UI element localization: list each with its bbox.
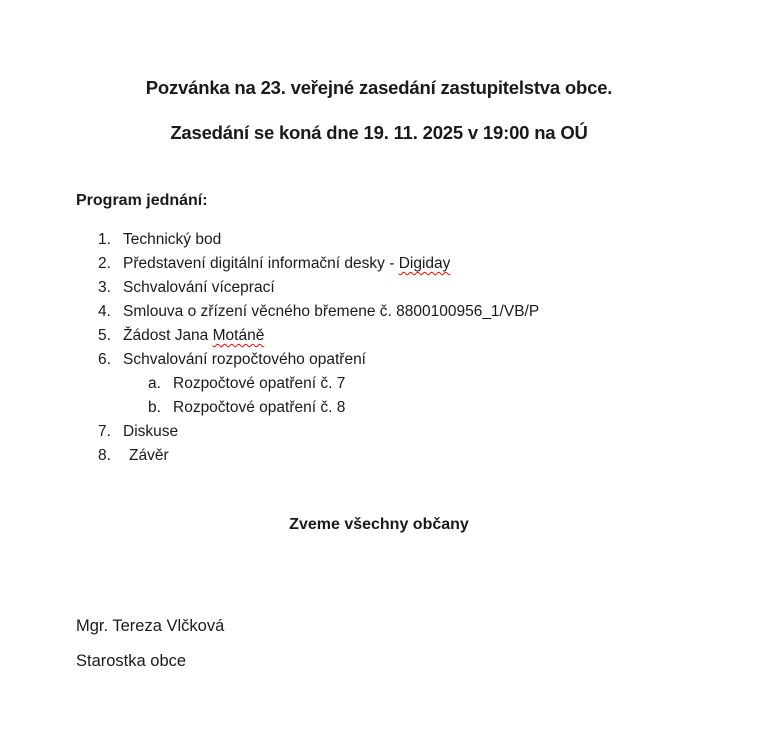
closing-line: Zveme všechny občany bbox=[289, 516, 469, 533]
agenda-item-number: 4. bbox=[98, 303, 111, 320]
agenda-list bbox=[0, 228, 758, 468]
agenda-item-text-prefix: Žádost Jana bbox=[123, 327, 213, 344]
agenda-item-text: Smlouva o zřízení věcného břemene č. 8800100956_1/VB/P bbox=[123, 303, 540, 320]
agenda-item-text bbox=[123, 252, 450, 276]
agenda-item-number: 1. bbox=[98, 231, 111, 248]
agenda-item-number: 2. bbox=[98, 255, 111, 272]
agenda-subitem-text: Rozpočtové opatření č. 7 bbox=[173, 375, 346, 392]
misspelled-word: Digiday bbox=[398, 255, 451, 272]
agenda-item-3 bbox=[0, 276, 758, 300]
signature-role: Starostka obce bbox=[76, 652, 187, 670]
agenda-item-text: Schvalování rozpočtového opatření bbox=[123, 351, 366, 368]
agenda-item-4 bbox=[0, 300, 758, 324]
agenda-item-text: Technický bod bbox=[123, 231, 222, 248]
program-heading: Program jednání: bbox=[76, 192, 208, 209]
agenda-subitem-letter: a. bbox=[148, 375, 161, 392]
agenda-item-text: Schvalování víceprací bbox=[123, 279, 275, 296]
agenda-item-number: 8. bbox=[98, 447, 111, 464]
misspelled-word: Motáně bbox=[212, 327, 265, 344]
agenda-subitem-letter: b. bbox=[148, 399, 161, 416]
agenda-item-8 bbox=[0, 444, 758, 468]
signature-name: Mgr. Tereza Vlčková bbox=[76, 617, 225, 635]
document-title-line-1: Pozvánka na 23. veřejné zasedání zastupitelstva obce. bbox=[145, 77, 613, 98]
agenda-item-5 bbox=[0, 324, 758, 348]
agenda-item-text: Závěr bbox=[129, 447, 169, 464]
agenda-subitem-text: Rozpočtové opatření č. 8 bbox=[173, 399, 346, 416]
agenda-item-1 bbox=[0, 228, 758, 252]
agenda-item-number: 7. bbox=[98, 423, 111, 440]
agenda-subitem-a bbox=[0, 372, 758, 396]
agenda-item-number: 5. bbox=[98, 327, 111, 344]
agenda-item-text-prefix: Představení digitální informační desky - bbox=[123, 255, 399, 272]
agenda-item-2 bbox=[0, 252, 758, 276]
agenda-item-7 bbox=[0, 420, 758, 444]
agenda-item-6 bbox=[0, 348, 758, 372]
agenda-item-number: 3. bbox=[98, 279, 111, 296]
agenda-item-text: Diskuse bbox=[123, 423, 179, 440]
document-title-line-2: Zasedání se koná dne 19. 11. 2025 v 19:00 na OÚ bbox=[170, 122, 588, 143]
agenda-item-text bbox=[123, 324, 264, 348]
agenda-subitem-b bbox=[0, 396, 758, 420]
agenda-item-number: 6. bbox=[98, 351, 111, 368]
